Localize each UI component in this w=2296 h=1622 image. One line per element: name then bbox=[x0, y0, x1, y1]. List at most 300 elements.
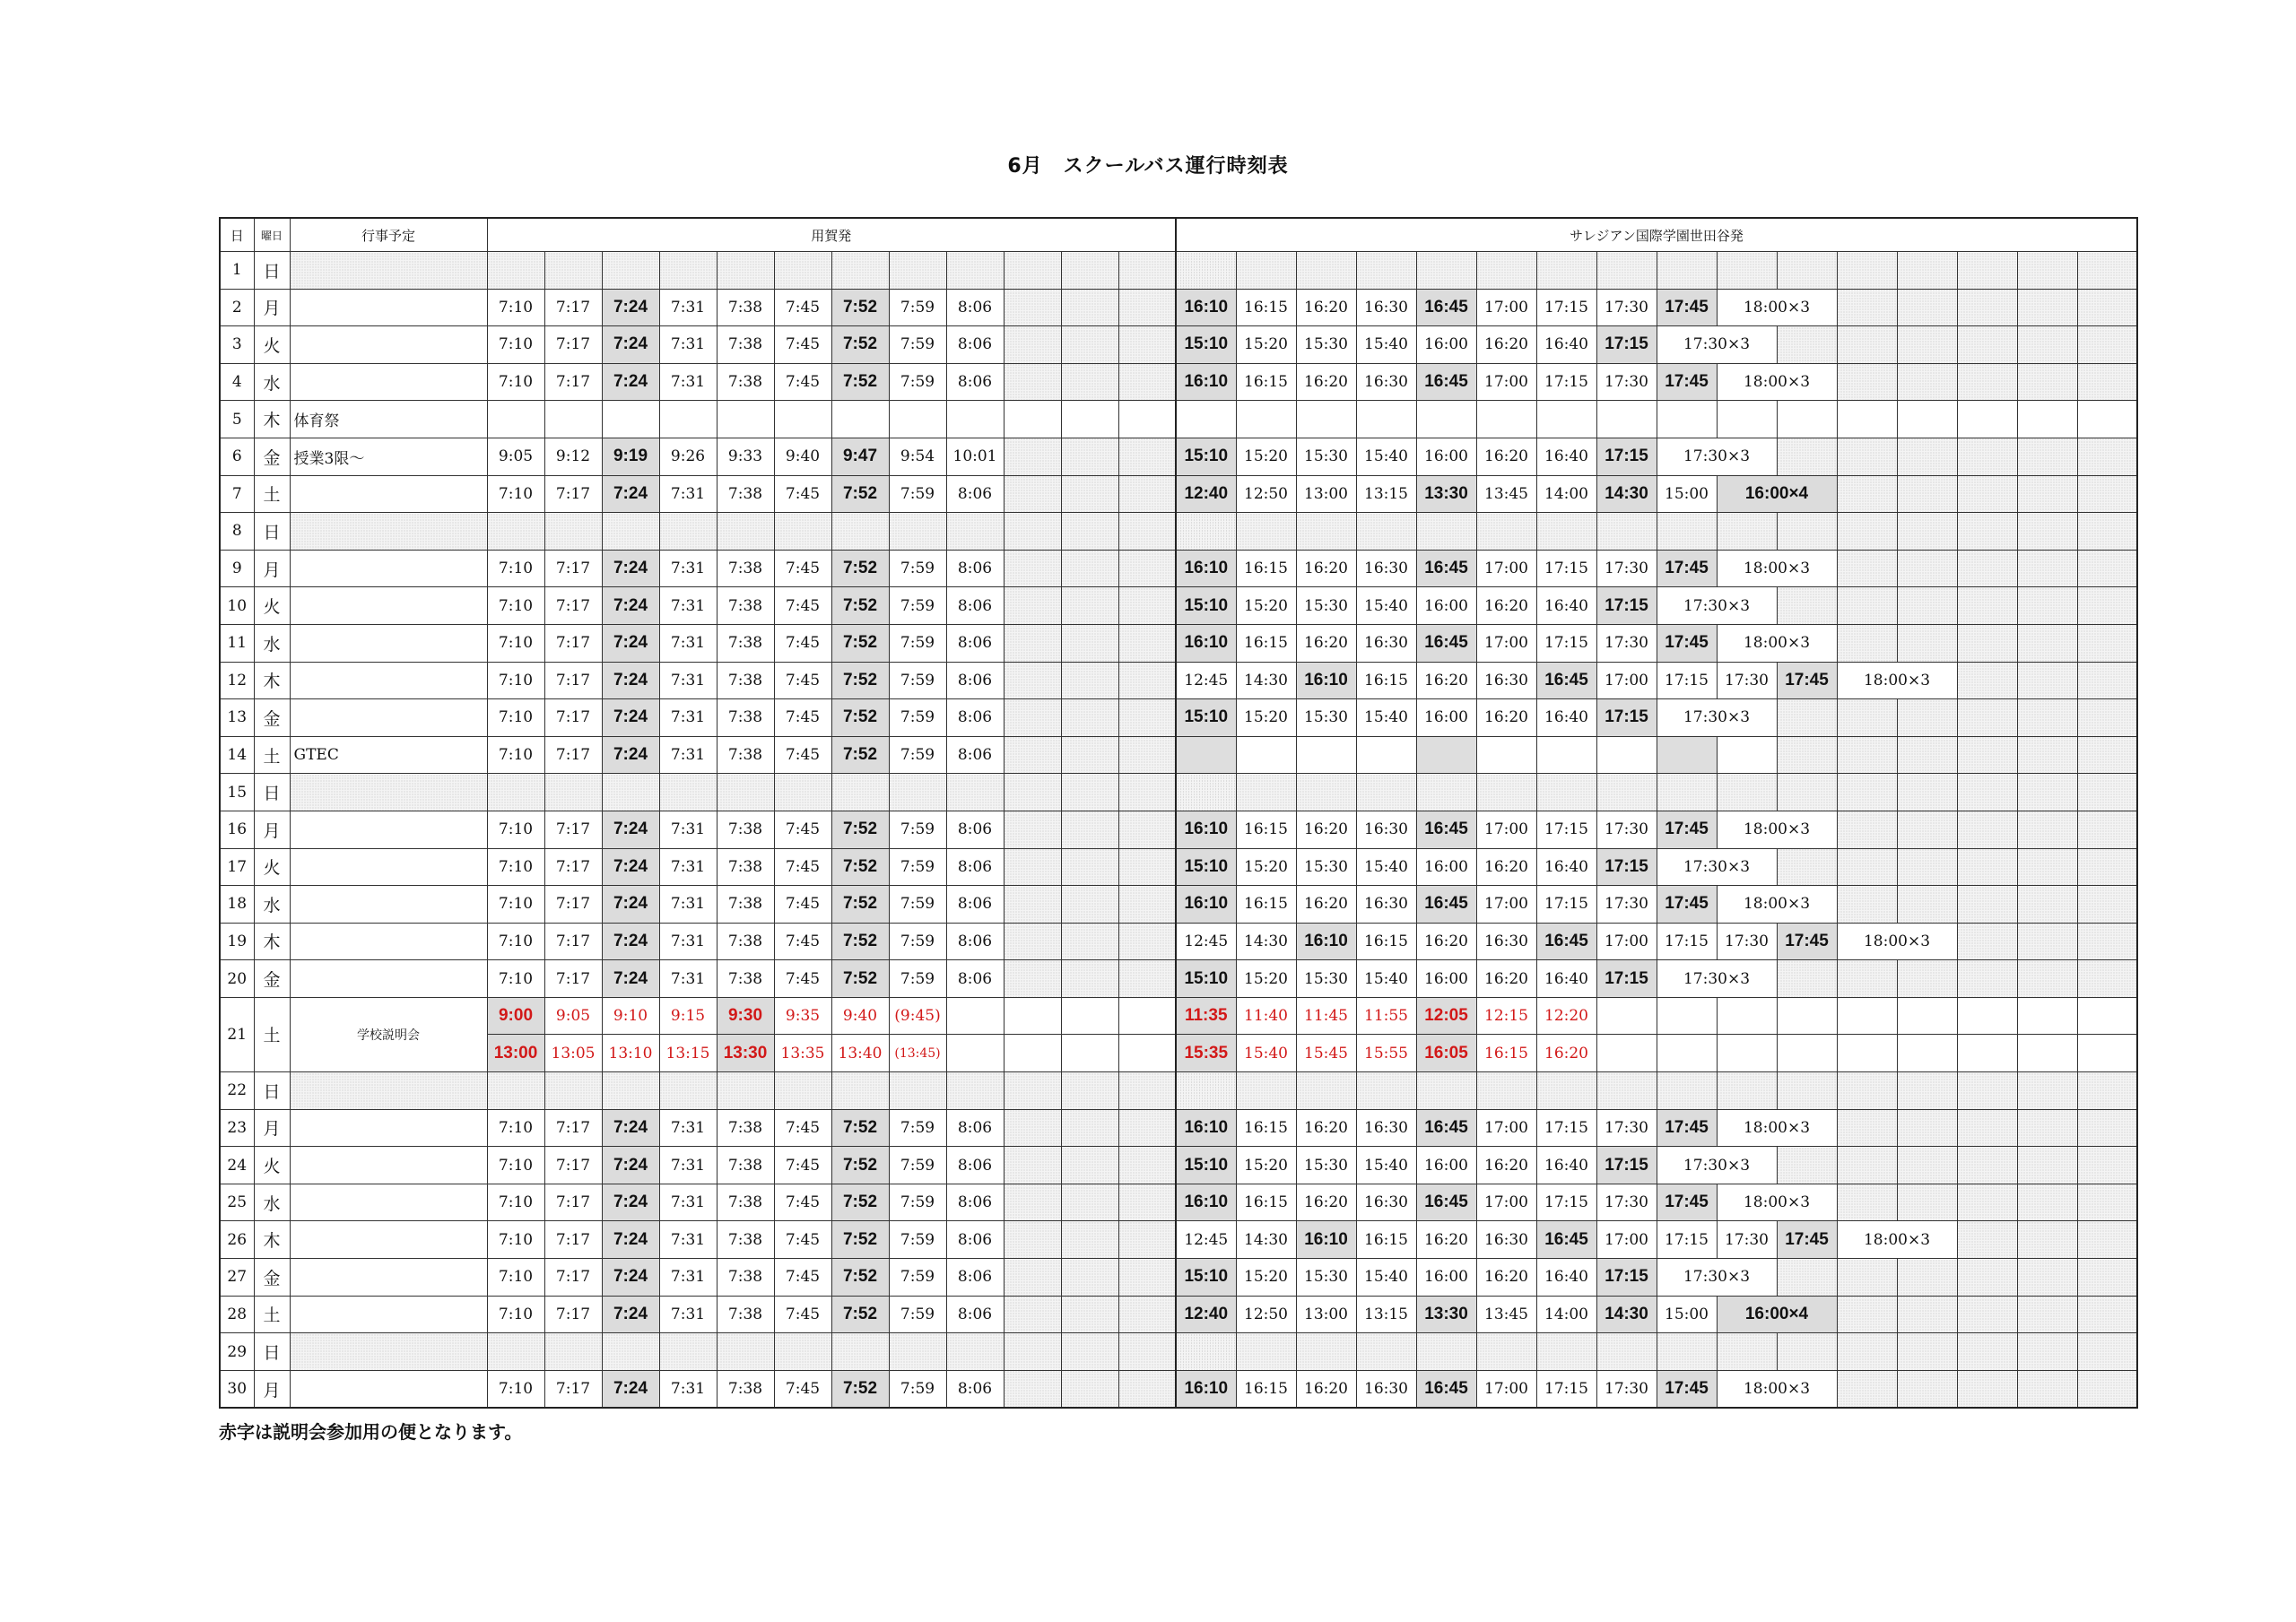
empty-cell bbox=[1837, 438, 1897, 475]
empty-cell bbox=[1957, 960, 2017, 998]
empty-cell bbox=[2077, 1072, 2137, 1110]
time-cell-highlight: 16:45 bbox=[1416, 550, 1476, 587]
empty-cell bbox=[1897, 1370, 1957, 1408]
time-cell: 17:15 bbox=[1536, 289, 1596, 326]
time-cell: 7:59 bbox=[889, 886, 946, 924]
empty-cell bbox=[2017, 699, 2077, 737]
empty-cell bbox=[2077, 1333, 2137, 1371]
empty-cell bbox=[1118, 1370, 1176, 1408]
weekday-cell: 水 bbox=[254, 363, 290, 401]
empty-cell bbox=[2017, 1259, 2077, 1297]
empty-cell bbox=[1061, 848, 1118, 886]
empty-cell bbox=[774, 774, 831, 811]
day-cell: 13 bbox=[220, 699, 254, 737]
time-cell: 17:00 bbox=[1476, 1370, 1536, 1408]
empty-cell bbox=[2017, 587, 2077, 625]
empty-cell bbox=[1118, 960, 1176, 998]
time-cell: 17:00 bbox=[1596, 923, 1657, 960]
time-cell: 12:45 bbox=[1176, 662, 1236, 699]
empty-cell bbox=[1897, 587, 1957, 625]
weekday-cell: 火 bbox=[254, 326, 290, 364]
empty-cell bbox=[1837, 997, 1897, 1035]
event-cell bbox=[290, 923, 487, 960]
time-cell: 18:00×3 bbox=[1717, 624, 1837, 662]
time-cell: 17:00 bbox=[1476, 811, 1536, 848]
empty-cell bbox=[2077, 1035, 2137, 1072]
time-cell: 7:38 bbox=[717, 587, 774, 625]
time-cell: 13:45 bbox=[1476, 1296, 1536, 1333]
time-cell: 15:40 bbox=[1356, 1147, 1416, 1184]
empty-cell bbox=[1004, 1147, 1061, 1184]
empty-cell bbox=[2017, 550, 2077, 587]
empty-cell bbox=[1118, 363, 1176, 401]
empty-cell bbox=[1004, 289, 1061, 326]
event-cell: GTEC bbox=[290, 736, 487, 774]
empty-cell bbox=[1957, 326, 2017, 364]
empty-cell bbox=[946, 1072, 1004, 1110]
empty-cell bbox=[487, 513, 544, 551]
empty-cell bbox=[659, 513, 717, 551]
empty-cell bbox=[1476, 401, 1536, 438]
empty-cell bbox=[1837, 1296, 1897, 1333]
empty-cell bbox=[1657, 774, 1717, 811]
time-cell-highlight: 15:10 bbox=[1176, 1259, 1236, 1297]
time-cell: 7:45 bbox=[774, 1370, 831, 1408]
event-cell bbox=[290, 587, 487, 625]
time-cell: 7:59 bbox=[889, 1109, 946, 1147]
time-cell: 7:38 bbox=[717, 960, 774, 998]
time-cell-highlight: 7:24 bbox=[602, 699, 659, 737]
empty-cell bbox=[946, 1035, 1004, 1072]
time-cell: 7:31 bbox=[659, 624, 717, 662]
empty-cell bbox=[1118, 1259, 1176, 1297]
empty-cell bbox=[1004, 624, 1061, 662]
time-cell: 7:10 bbox=[487, 662, 544, 699]
empty-cell bbox=[1004, 363, 1061, 401]
empty-cell bbox=[946, 997, 1004, 1035]
time-cell-highlight: 12:40 bbox=[1176, 475, 1236, 513]
empty-cell bbox=[1657, 997, 1717, 1035]
time-cell: 7:59 bbox=[889, 1259, 946, 1297]
empty-cell bbox=[1176, 1072, 1236, 1110]
time-cell-highlight: 15:10 bbox=[1176, 848, 1236, 886]
time-cell: 16:40 bbox=[1536, 587, 1596, 625]
time-cell-highlight: 16:10 bbox=[1176, 811, 1236, 848]
time-cell: 7:45 bbox=[774, 811, 831, 848]
empty-cell bbox=[1837, 363, 1897, 401]
empty-cell bbox=[1897, 1296, 1957, 1333]
empty-cell bbox=[1476, 252, 1536, 290]
day-cell: 17 bbox=[220, 848, 254, 886]
time-cell: 16:40 bbox=[1536, 960, 1596, 998]
day-cell: 20 bbox=[220, 960, 254, 998]
empty-cell bbox=[1476, 1333, 1536, 1371]
event-cell bbox=[290, 1370, 487, 1408]
empty-cell bbox=[1176, 252, 1236, 290]
empty-cell bbox=[1236, 774, 1296, 811]
empty-cell bbox=[2077, 662, 2137, 699]
time-cell: 12:50 bbox=[1236, 475, 1296, 513]
time-cell-highlight: 15:10 bbox=[1176, 699, 1236, 737]
time-cell: 15:00 bbox=[1657, 1296, 1717, 1333]
empty-cell bbox=[487, 1333, 544, 1371]
empty-cell bbox=[1837, 848, 1897, 886]
time-cell: 15:20 bbox=[1236, 438, 1296, 475]
time-cell: 16:20 bbox=[1476, 1259, 1536, 1297]
time-cell-highlight: 16:45 bbox=[1416, 289, 1476, 326]
table-row bbox=[220, 252, 2137, 290]
time-cell-highlight: 7:52 bbox=[831, 1259, 889, 1297]
time-cell: 7:45 bbox=[774, 699, 831, 737]
time-cell: 7:17 bbox=[544, 923, 602, 960]
empty-cell bbox=[946, 1333, 1004, 1371]
table-row bbox=[220, 1072, 2137, 1110]
table-row bbox=[220, 960, 2137, 998]
time-cell-highlight: 9:47 bbox=[831, 438, 889, 475]
time-cell: 15:40 bbox=[1356, 848, 1416, 886]
empty-cell bbox=[1957, 811, 2017, 848]
time-cell: 14:30 bbox=[1236, 923, 1296, 960]
empty-cell bbox=[1004, 848, 1061, 886]
time-cell: 17:30 bbox=[1596, 624, 1657, 662]
time-cell-highlight: 12:40 bbox=[1176, 1296, 1236, 1333]
empty-cell bbox=[1061, 363, 1118, 401]
time-cell: 16:00 bbox=[1416, 848, 1476, 886]
time-cell: 16:00 bbox=[1416, 960, 1476, 998]
time-cell-highlight: 12:05 bbox=[1416, 997, 1476, 1035]
empty-cell bbox=[1536, 1333, 1596, 1371]
time-cell: 7:31 bbox=[659, 960, 717, 998]
table-row bbox=[220, 550, 2137, 587]
weekday-cell: 土 bbox=[254, 1296, 290, 1333]
empty-cell bbox=[1957, 736, 2017, 774]
empty-cell bbox=[2077, 1221, 2137, 1259]
empty-cell bbox=[1957, 1035, 2017, 1072]
empty-cell bbox=[1957, 997, 2017, 1035]
time-cell-highlight: 16:00×4 bbox=[1717, 475, 1837, 513]
empty-cell bbox=[1777, 1072, 1837, 1110]
time-cell-highlight: 7:52 bbox=[831, 848, 889, 886]
empty-cell bbox=[2077, 252, 2137, 290]
event-cell bbox=[290, 363, 487, 401]
time-cell: 16:00 bbox=[1416, 326, 1476, 364]
table-row bbox=[220, 363, 2137, 401]
empty-cell bbox=[2017, 513, 2077, 551]
empty-cell bbox=[1476, 1072, 1536, 1110]
empty-cell bbox=[1957, 1221, 2017, 1259]
empty-cell bbox=[2017, 438, 2077, 475]
empty-cell bbox=[1657, 513, 1717, 551]
empty-cell bbox=[1118, 662, 1176, 699]
empty-cell bbox=[1897, 252, 1957, 290]
table-row bbox=[220, 289, 2137, 326]
empty-cell bbox=[1717, 1072, 1777, 1110]
empty-cell bbox=[1118, 624, 1176, 662]
empty-cell bbox=[2077, 848, 2137, 886]
time-cell: 7:17 bbox=[544, 289, 602, 326]
time-cell: 16:20 bbox=[1296, 886, 1356, 924]
empty-cell bbox=[1777, 997, 1837, 1035]
time-cell: 16:20 bbox=[1476, 587, 1536, 625]
day-cell: 5 bbox=[220, 401, 254, 438]
empty-cell bbox=[1416, 774, 1476, 811]
time-cell: 17:30×3 bbox=[1657, 438, 1777, 475]
table-row bbox=[220, 1184, 2137, 1221]
table-row bbox=[220, 886, 2137, 924]
time-cell: 18:00×3 bbox=[1717, 811, 1837, 848]
time-cell: 7:10 bbox=[487, 475, 544, 513]
time-cell: 17:00 bbox=[1596, 662, 1657, 699]
empty-cell bbox=[1897, 1035, 1957, 1072]
time-cell-highlight: 7:24 bbox=[602, 886, 659, 924]
time-cell-highlight: 7:52 bbox=[831, 736, 889, 774]
time-cell: 11:55 bbox=[1356, 997, 1416, 1035]
time-cell-highlight: 16:10 bbox=[1176, 289, 1236, 326]
time-cell: 16:40 bbox=[1536, 1147, 1596, 1184]
table-row bbox=[220, 736, 2137, 774]
empty-cell bbox=[1004, 662, 1061, 699]
empty-cell bbox=[1061, 550, 1118, 587]
time-cell: 7:45 bbox=[774, 923, 831, 960]
time-cell: 8:06 bbox=[946, 1296, 1004, 1333]
empty-cell bbox=[2017, 811, 2077, 848]
event-cell bbox=[290, 289, 487, 326]
empty-cell bbox=[1957, 624, 2017, 662]
time-cell: (9:45) bbox=[889, 997, 946, 1035]
time-cell: 9:05 bbox=[544, 997, 602, 1035]
time-cell: 7:59 bbox=[889, 1370, 946, 1408]
time-cell-highlight: 15:10 bbox=[1176, 587, 1236, 625]
time-cell: 7:45 bbox=[774, 363, 831, 401]
time-cell: 16:30 bbox=[1476, 662, 1536, 699]
time-cell: 9:05 bbox=[487, 438, 544, 475]
time-cell: 15:40 bbox=[1236, 1035, 1296, 1072]
table-row bbox=[220, 1035, 2137, 1072]
day-cell: 4 bbox=[220, 363, 254, 401]
empty-cell bbox=[2077, 587, 2137, 625]
time-cell: 16:30 bbox=[1356, 289, 1416, 326]
time-cell: 15:20 bbox=[1236, 699, 1296, 737]
empty-cell bbox=[1897, 550, 1957, 587]
time-cell-highlight: 7:24 bbox=[602, 1221, 659, 1259]
time-cell: 7:59 bbox=[889, 475, 946, 513]
time-cell: 7:59 bbox=[889, 289, 946, 326]
empty-cell bbox=[1957, 513, 2017, 551]
empty-cell bbox=[602, 774, 659, 811]
event-cell bbox=[290, 1072, 487, 1110]
time-cell-highlight: 16:45 bbox=[1536, 662, 1596, 699]
time-cell: 7:10 bbox=[487, 1109, 544, 1147]
time-cell: 8:06 bbox=[946, 550, 1004, 587]
time-cell: 7:59 bbox=[889, 699, 946, 737]
empty-cell bbox=[1061, 774, 1118, 811]
empty-cell bbox=[2017, 363, 2077, 401]
time-cell: 13:15 bbox=[659, 1035, 717, 1072]
time-cell: 8:06 bbox=[946, 475, 1004, 513]
time-cell-highlight: 7:24 bbox=[602, 624, 659, 662]
time-cell: 7:38 bbox=[717, 923, 774, 960]
time-cell-highlight: 7:52 bbox=[831, 811, 889, 848]
time-cell: 16:00 bbox=[1416, 587, 1476, 625]
time-cell: 7:31 bbox=[659, 1259, 717, 1297]
empty-cell bbox=[1004, 736, 1061, 774]
time-cell-highlight: 13:30 bbox=[1416, 1296, 1476, 1333]
time-cell: 7:31 bbox=[659, 289, 717, 326]
time-cell-highlight: 7:52 bbox=[831, 363, 889, 401]
empty-cell bbox=[1061, 513, 1118, 551]
time-cell: 17:30 bbox=[1717, 923, 1777, 960]
empty-cell bbox=[1717, 513, 1777, 551]
empty-cell bbox=[1957, 1370, 2017, 1408]
empty-cell bbox=[1296, 1072, 1356, 1110]
empty-cell bbox=[659, 774, 717, 811]
weekday-cell: 日 bbox=[254, 774, 290, 811]
empty-cell bbox=[1356, 774, 1416, 811]
time-cell-highlight: 16:10 bbox=[1176, 550, 1236, 587]
time-cell: 7:59 bbox=[889, 587, 946, 625]
time-cell: 7:17 bbox=[544, 326, 602, 364]
time-cell: 7:59 bbox=[889, 848, 946, 886]
empty-cell bbox=[2077, 886, 2137, 924]
empty-cell bbox=[1897, 401, 1957, 438]
time-cell: 16:40 bbox=[1536, 699, 1596, 737]
time-cell-highlight: 7:24 bbox=[602, 923, 659, 960]
time-cell: 7:31 bbox=[659, 550, 717, 587]
empty-cell bbox=[831, 1333, 889, 1371]
empty-cell bbox=[1897, 1072, 1957, 1110]
time-cell: 12:45 bbox=[1176, 1221, 1236, 1259]
time-cell: 16:20 bbox=[1476, 699, 1536, 737]
time-cell: 16:30 bbox=[1356, 1109, 1416, 1147]
time-cell: 7:31 bbox=[659, 1109, 717, 1147]
event-cell bbox=[290, 1221, 487, 1259]
event-cell bbox=[290, 513, 487, 551]
empty-cell bbox=[602, 1072, 659, 1110]
time-cell: 7:10 bbox=[487, 326, 544, 364]
day-cell: 23 bbox=[220, 1109, 254, 1147]
time-cell: 7:10 bbox=[487, 289, 544, 326]
empty-cell bbox=[1004, 326, 1061, 364]
empty-cell bbox=[2077, 811, 2137, 848]
empty-cell bbox=[1061, 699, 1118, 737]
empty-cell bbox=[1176, 401, 1236, 438]
empty-cell bbox=[1536, 736, 1596, 774]
time-cell: 7:10 bbox=[487, 1184, 544, 1221]
empty-cell bbox=[1004, 1109, 1061, 1147]
empty-cell bbox=[1777, 326, 1837, 364]
time-cell-highlight: 16:45 bbox=[1416, 624, 1476, 662]
empty-cell bbox=[946, 252, 1004, 290]
empty-cell bbox=[1118, 252, 1176, 290]
event-cell bbox=[290, 1184, 487, 1221]
time-cell-highlight: 17:45 bbox=[1657, 811, 1717, 848]
time-cell: 16:20 bbox=[1476, 326, 1536, 364]
time-cell-highlight: 7:24 bbox=[602, 1370, 659, 1408]
time-cell: 7:59 bbox=[889, 1147, 946, 1184]
table-row bbox=[220, 326, 2137, 364]
empty-cell bbox=[1236, 736, 1296, 774]
time-cell: 15:30 bbox=[1296, 960, 1356, 998]
empty-cell bbox=[1004, 997, 1061, 1035]
empty-cell bbox=[774, 252, 831, 290]
time-cell: 7:45 bbox=[774, 550, 831, 587]
time-cell-highlight: 16:45 bbox=[1416, 1184, 1476, 1221]
time-cell-highlight: 7:24 bbox=[602, 736, 659, 774]
time-cell: 7:38 bbox=[717, 363, 774, 401]
empty-cell bbox=[1356, 1072, 1416, 1110]
time-cell: 7:59 bbox=[889, 1296, 946, 1333]
day-cell: 29 bbox=[220, 1333, 254, 1371]
time-cell: 7:10 bbox=[487, 811, 544, 848]
empty-cell bbox=[831, 774, 889, 811]
time-cell: 16:20 bbox=[1296, 811, 1356, 848]
empty-cell bbox=[1837, 1035, 1897, 1072]
empty-cell bbox=[1837, 1147, 1897, 1184]
weekday-cell: 月 bbox=[254, 1109, 290, 1147]
time-cell-highlight: 7:24 bbox=[602, 326, 659, 364]
empty-cell bbox=[659, 252, 717, 290]
time-cell-highlight: 17:15 bbox=[1596, 438, 1657, 475]
header-event: 行事予定 bbox=[290, 218, 487, 252]
empty-cell bbox=[1957, 1147, 2017, 1184]
empty-cell bbox=[1118, 326, 1176, 364]
empty-cell bbox=[889, 513, 946, 551]
empty-cell bbox=[1536, 513, 1596, 551]
empty-cell bbox=[1897, 960, 1957, 998]
empty-cell bbox=[1061, 811, 1118, 848]
empty-cell bbox=[1118, 475, 1176, 513]
weekday-cell: 木 bbox=[254, 401, 290, 438]
time-cell: 11:40 bbox=[1236, 997, 1296, 1035]
time-cell: 9:33 bbox=[717, 438, 774, 475]
empty-cell bbox=[1118, 774, 1176, 811]
time-cell-highlight: 7:52 bbox=[831, 1221, 889, 1259]
time-cell: 8:06 bbox=[946, 587, 1004, 625]
day-cell: 21 bbox=[220, 997, 254, 1071]
time-cell: 8:06 bbox=[946, 1147, 1004, 1184]
event-cell bbox=[290, 1109, 487, 1147]
empty-cell bbox=[1837, 513, 1897, 551]
empty-cell bbox=[1004, 252, 1061, 290]
empty-cell bbox=[1118, 1184, 1176, 1221]
time-cell: 8:06 bbox=[946, 662, 1004, 699]
day-cell: 2 bbox=[220, 289, 254, 326]
empty-cell bbox=[544, 401, 602, 438]
empty-cell bbox=[2017, 624, 2077, 662]
empty-cell bbox=[1356, 1333, 1416, 1371]
empty-cell bbox=[1777, 438, 1837, 475]
empty-cell bbox=[1657, 252, 1717, 290]
time-cell: 16:00 bbox=[1416, 699, 1476, 737]
time-cell: 7:17 bbox=[544, 662, 602, 699]
event-cell bbox=[290, 848, 487, 886]
empty-cell bbox=[1837, 1109, 1897, 1147]
time-cell-highlight: 7:52 bbox=[831, 886, 889, 924]
empty-cell bbox=[1596, 1333, 1657, 1371]
empty-cell bbox=[2017, 848, 2077, 886]
empty-cell bbox=[2017, 1370, 2077, 1408]
header-from-school: サレジアン国際学園世田谷発 bbox=[1176, 218, 2137, 252]
time-cell-highlight: 7:24 bbox=[602, 475, 659, 513]
time-cell: 13:00 bbox=[1296, 475, 1356, 513]
empty-cell bbox=[1717, 252, 1777, 290]
time-cell-highlight: 16:05 bbox=[1416, 1035, 1476, 1072]
empty-cell bbox=[544, 252, 602, 290]
empty-cell bbox=[1004, 438, 1061, 475]
time-cell: 7:45 bbox=[774, 587, 831, 625]
time-cell: 17:30 bbox=[1596, 550, 1657, 587]
time-cell: 15:20 bbox=[1236, 587, 1296, 625]
